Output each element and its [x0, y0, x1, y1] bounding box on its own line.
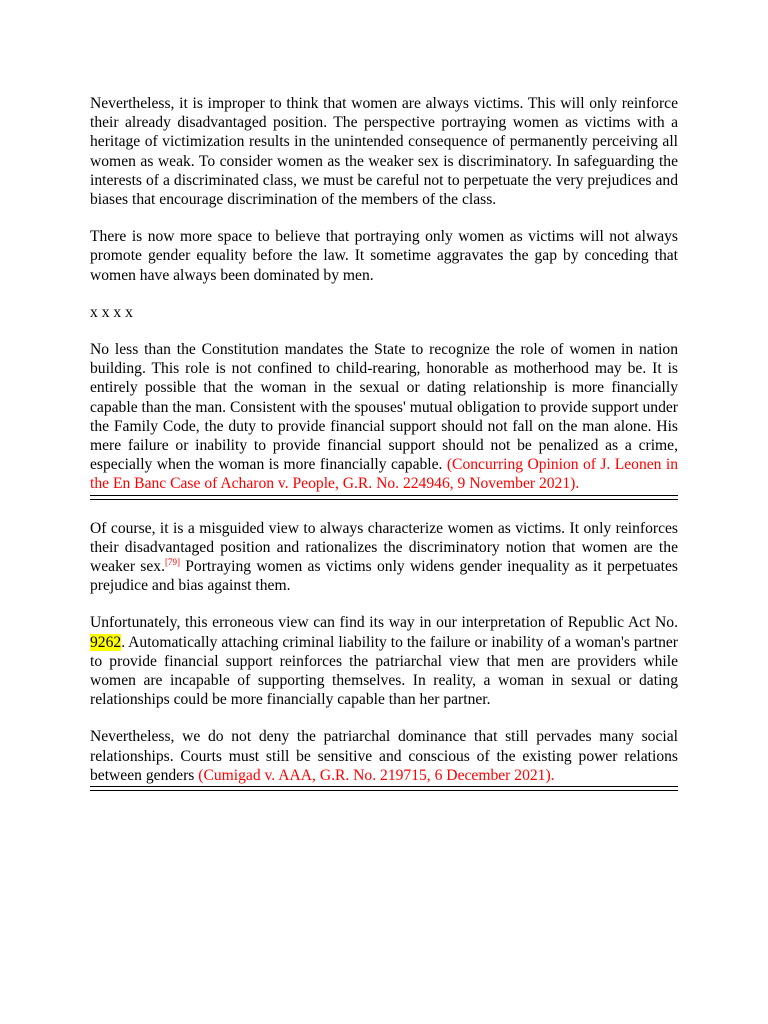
citation-cumigad: (Cumigad v. AAA, G.R. No. 219715, 6 December 2021).	[198, 766, 555, 784]
paragraph-misguided-view	[90, 519, 678, 596]
footnote-reference[interactable]: [79]	[164, 556, 180, 567]
paragraph-text: No less than the Constitution mandates the State to recognize the role of women in nation building. This role is not confined to child-rearing, honorable as motherhood may be. It is entirely possible that the woman in the sexual or dating relationship is more financially capable than the man. Consistent with the spouses' mutual obligation to provide support under the Family Code, the duty to provide financial support should not fall on the man alone. His mere failure or inability to provide financial support should not be penalized as a crime, especially when the woman is more financially capable.	[90, 341, 678, 474]
document-page	[90, 94, 678, 810]
highlighted-act-number: 9262	[90, 633, 122, 651]
paragraph-constitution-mandate	[90, 340, 678, 494]
paragraph-patriarchal-dominance	[90, 727, 678, 785]
paragraph-text: Nevertheless, we do not deny the patriarchal dominance that still pervades many social relationships. Courts must still be sensitive and conscious of the existing power relations between genders	[90, 728, 678, 784]
section-divider	[90, 495, 678, 500]
citation-acharon: (Concurring Opinion of J. Leonen in the En Banc Case of Acharon v. People, G.R. No. 224946, 9 November 2021).	[90, 456, 678, 493]
section-divider	[90, 786, 678, 791]
paragraph-text: . Automatically attaching criminal liability to the failure or inability of a woman's partner to provide financial support reinforces the patriarchal view that men are providers while women are incapable of supporting themselves. In reality, a woman in sexual or dating relationships could be more financially capable than her partner.	[90, 633, 678, 709]
paragraph-text: Portraying women as victims only widens gender inequality as it perpetuates prejudice and bias against them.	[90, 558, 678, 595]
paragraph-text: Of course, it is a misguided view to always characterize women as victims. It only reinforces their disadvantaged position and rationalizes the discriminatory notion that women are the weaker sex.	[90, 519, 678, 576]
paragraph-republic-act	[90, 613, 678, 709]
paragraph-gender-equality: There is now more space to believe that portraying only women as victims will not always promote gender equality before the law. It sometime aggravates the gap by conceding that women have always been dominated by men.	[90, 228, 678, 284]
ellipsis-marker: x x x x	[90, 303, 133, 321]
paragraph-women-not-victims: Nevertheless, it is improper to think that women are always victims. This will only reinforce their already disadvantaged position. The perspective portraying women as victims with a heritage of victimization results in the unintended consequence of permanently perceiving all women as weak. To consider women as the weaker sex is discriminatory. In safeguarding the interests of a discriminated class, we must be careful not to perpetuate the very prejudices and biases that encourage discrimination of the members of the class.	[90, 95, 678, 209]
paragraph-text: Unfortunately, this erroneous view can find its way in our interpretation of Republic Act No.	[90, 614, 678, 632]
